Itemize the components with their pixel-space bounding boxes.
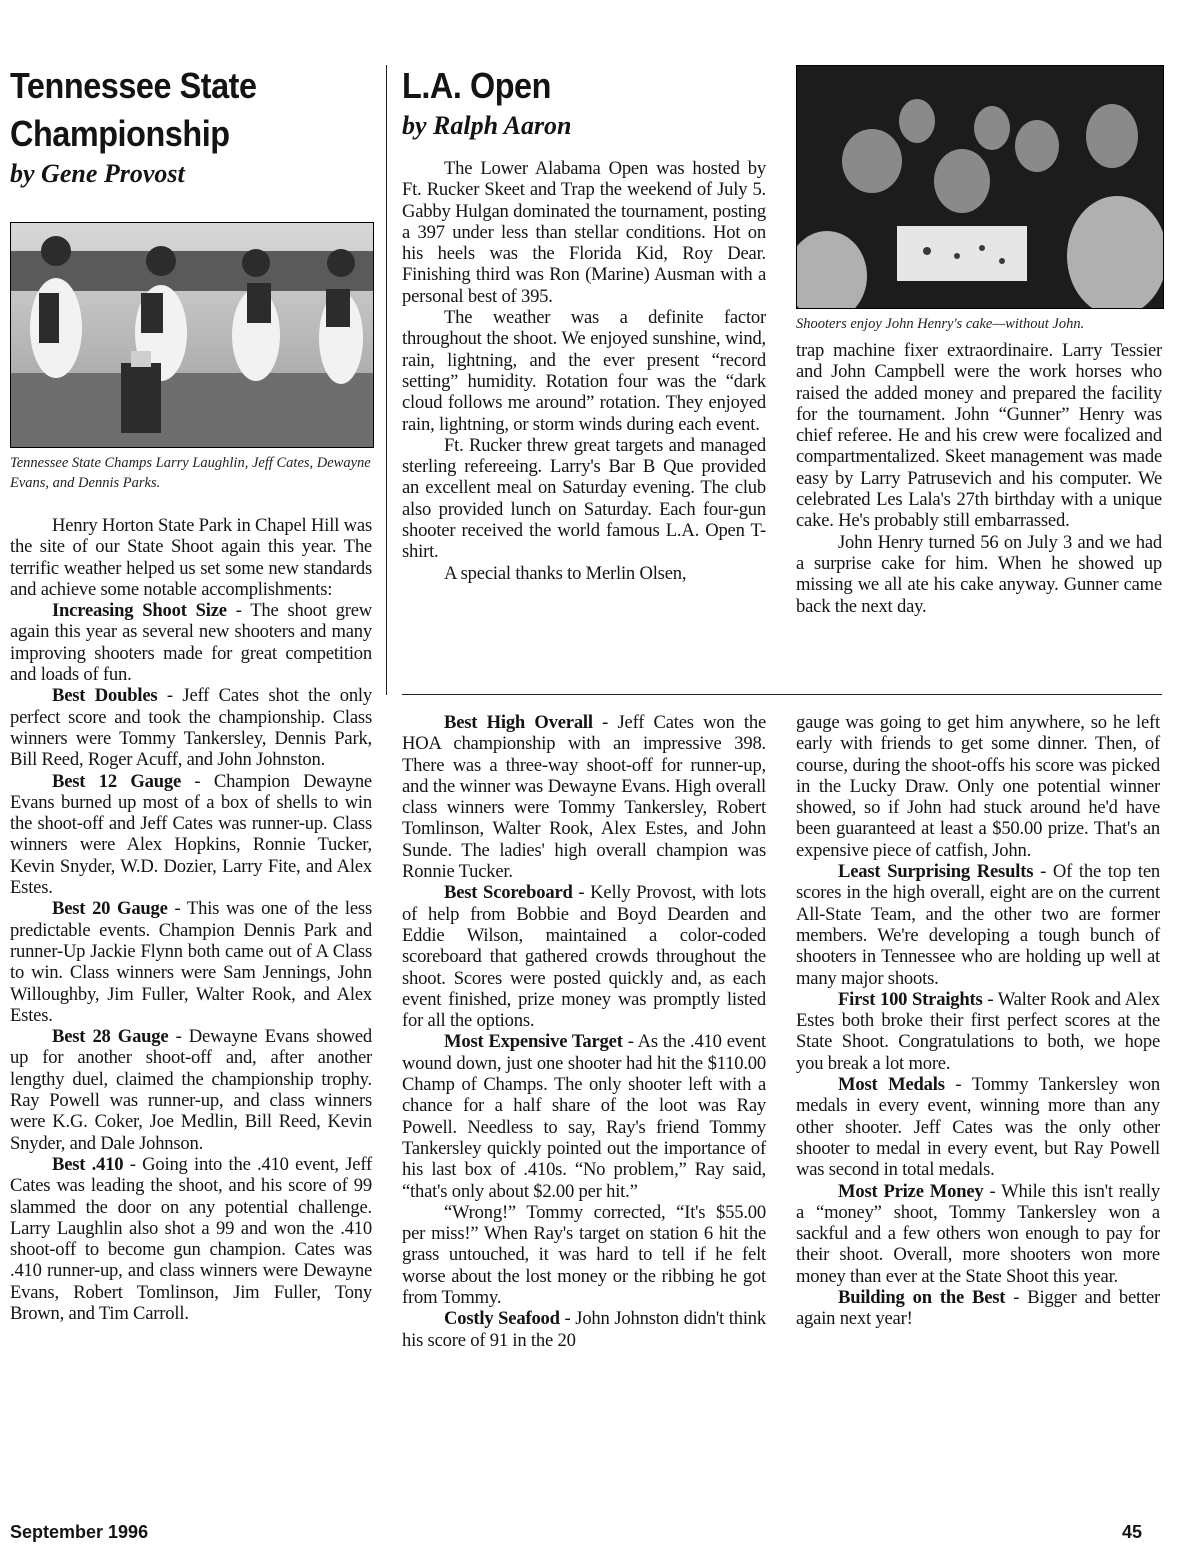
tn-section-text: - Champion Dewayne Evans burned up most of a box of shells to win the shoot-off and Jeff Cates was runner-up. Class winners were Alex Hopkins, Ronnie Tucker, Kevin Snyder, W.D. Dozier, Larry Fite, and Alex Estes. xyxy=(10,770,372,899)
tn-section-text: - Bigger and better again next year! xyxy=(796,1287,1160,1330)
tn-section-heading: Best High Overall xyxy=(444,712,593,733)
tn-section-heading: Most Expensive Target xyxy=(444,1031,623,1053)
tn-section-heading: Most Medals xyxy=(838,1074,945,1096)
la-continued-paragraph: trap machine fixer extraordinaire. Larry Tessier and John Campbell were the work horses who raised the added money and prepared the facility for the tournament. John “Gunner” Henry was chief referee. He and his crew were focalized and compartmentalized. Skeet management was made easy by Larry Patrusevich and his computer. We celebrated Les Lala's 27th birthday with a unique cake. He's probably still embarrassed. xyxy=(796,340,1162,532)
tn-section-heading: Best Scoreboard xyxy=(444,882,573,904)
la-column-2 xyxy=(796,340,1162,617)
la-paragraph: Ft. Rucker threw great targets and managed sterling refereeing. Larry's Bar B Que provided an excellent meal on Saturday evening. The club also provided lunch on Saturday. Each four-gun shooter received the world famous L.A. Open T-shirt. xyxy=(402,434,766,563)
tn-section-paragraph xyxy=(796,861,1160,989)
tn-section-text: - Dewayne Evans showed up for another shoot-off and, after another lengthy duel, claimed the championship trophy. Ray Powell was runner-up, and class winners were K.G. Coker, Joe Medlin, Bill Reed, Kevin Snyder, and Dale Johnson. xyxy=(10,1026,372,1154)
la-photo-caption: Shooters enjoy John Henry's cake—without John. xyxy=(796,316,1085,332)
tn-section-text: - Going into the .410 event, Jeff Cates was leading the shoot, and his score of 99 slammed the door on any potential challenge. Larry Laughlin also shot a 99 and won the .410 shoot-off to become gun champion. Cates was .410 runner-up, and class winners were Dewayne Evans, Robert Tomlinson, Jim Fuller, Tony Brown, and Tim Carroll. xyxy=(10,1153,372,1324)
la-title: L.A. Open xyxy=(402,65,551,106)
tn-section-text: - Of the top ten scores in the high overall, eight are on the current All-State Team, and the other two are former members. We're developing a tough bunch of shooters in Tennessee who are holding up well at many major shoots. xyxy=(796,861,1160,989)
tn-section-text: - While this isn't really a “money” shoot, Tommy Tankersley won a sackful and a few others won enough to pay for their shoot. Overall, more shooters won more money than ever at the State Shoot this year. xyxy=(796,1180,1160,1287)
tn-section-heading: Most Prize Money xyxy=(838,1180,984,1202)
tn-column-3 xyxy=(796,712,1160,1330)
la-paragraph: The Lower Alabama Open was hosted by Ft. Rucker Skeet and Trap the weekend of July 5. Gabby Hulgan dominated the tournament, posting a 397 under less than stellar conditions. Hot on his heels was the Florida Kid, Roy Dear. Finishing third was Ron (Marine) Ausman with a personal best of 395. xyxy=(402,158,766,307)
tn-section-heading: Least Surprising Results xyxy=(838,861,1034,883)
tn-section-heading: Best 12 Gauge xyxy=(52,770,181,792)
tn-section-heading: Increasing Shoot Size xyxy=(52,600,227,622)
tn-section-heading: Best Doubles xyxy=(52,685,158,707)
tn-section-paragraph xyxy=(402,1031,766,1201)
tn-section-paragraph xyxy=(796,1181,1160,1287)
tn-section-text: - Jeff Cates shot the only perfect score and took the championship. Class winners were Tommy Tankersley, Dennis Park, Bill Reed, Roger Acuff, and John Johnston. xyxy=(10,685,372,771)
tn-photo-illustration xyxy=(11,223,373,447)
tn-title-line2: Championship xyxy=(10,113,230,154)
tn-column-2 xyxy=(402,712,766,1351)
la-column-1 xyxy=(402,158,766,584)
tn-section-paragraph xyxy=(10,600,372,685)
la-paragraph: A special thanks to Merlin Olsen, xyxy=(444,562,687,584)
tn-section-paragraph xyxy=(796,1074,1160,1180)
tn-title-line1: Tennessee State xyxy=(10,65,257,106)
tn-section-paragraph xyxy=(10,1154,372,1324)
tn-section-heading: Building on the Best xyxy=(838,1287,1006,1309)
tn-section-paragraph xyxy=(796,1287,1160,1330)
tn-section-text: - As the .410 event wound down, just one shooter had hit the $110.00 Champ of Champs. The only shooter left with a chance for a half share of the loot was Ray Powell. Needless to say, Ray's friend Tommy Tankersley quickly pointed out the importance of his last box of .410s. “No problem,” Ray said, “that's only about $2.00 per hit.” xyxy=(402,1031,767,1202)
tn-section-text: - This was one of the less predictable events. Champion Dennis Park and runner-Up Jackie Flynn both came out of A Class to win. Class winners were Sam Jennings, John Willoughby, Jim Fuller, Walter Rook, and Alex Estes. xyxy=(10,898,372,1026)
tn-section-paragraph xyxy=(10,1026,372,1154)
tn-section-text: - John Johnston didn't think his score of 91 in the 20 xyxy=(402,1308,766,1351)
tn-header xyxy=(10,62,380,190)
section-divider xyxy=(402,694,1162,695)
tn-continued-paragraph: gauge was going to get him anywhere, so he left early with friends to get some dinner. Then, of course, during the shoot-offs his score was picked in the Lucky Draw. Only one potential winner showed, so if John had stuck around he'd have been guaranteed at least a $50.00 prize. That's an expensive piece of catfish, John. xyxy=(796,712,1160,861)
tn-section-text: - The shoot grew again this year as several new shooters and many improving shooters made for great competition and loads of fun. xyxy=(10,600,373,686)
tn-section-text: - Tommy Tankersley won medals in every event, winning more than any other shooter. Jeff Cates was the only other shooter to medal in every event, but Ray Powell was second in total medals. xyxy=(796,1074,1160,1181)
la-cake-photo xyxy=(796,65,1164,309)
tn-intro-paragraph: Henry Horton State Park in Chapel Hill was the site of our State Shoot again this year. The terrific weather helped us set some new standards and achieve some notable accomplishments: xyxy=(10,515,372,600)
tn-section-paragraph xyxy=(402,1308,766,1351)
la-paragraph: The weather was a definite factor throughout the shoot. We enjoyed sunshine, wind, rain, lightning, and the ever present “record setting” humidity. Rotation four was the “dark cloud follows me around” rotation. They enjoyed rain, lightning, or storm winds during each event. xyxy=(402,307,766,435)
tn-section-paragraph xyxy=(402,1202,766,1308)
page-number: 45 xyxy=(1122,1522,1143,1542)
tn-column-1 xyxy=(10,515,372,1324)
tn-champions-photo xyxy=(10,222,374,448)
la-byline: by Ralph Aaron xyxy=(402,111,572,140)
tn-section-text: - Walter Rook and Alex Estes both broke their first perfect scores at the State Shoot. Congratulations to both, we hope you break a lot more. xyxy=(796,988,1160,1074)
tn-section-text: - Jeff Cates won the HOA championship with an impressive 398. There was a three-way shoot-off for runner-up, and the winner was Dewayne Evans. High overall class winners were Tommy Tankersley, Robert Tomlinson, Walter Rook, Alex Estes, and John Sunde. The ladies' high overall champion was Ronnie Tucker. xyxy=(402,712,767,883)
tn-section-heading: First 100 Straights xyxy=(838,988,983,1010)
tn-section-heading: Best .410 xyxy=(52,1153,124,1175)
tn-byline: by Gene Provost xyxy=(10,159,185,188)
la-photo-illustration xyxy=(797,66,1163,308)
tn-section-paragraph xyxy=(402,882,766,1031)
tn-section-heading: Best 20 Gauge xyxy=(52,898,168,920)
tn-section-paragraph xyxy=(10,898,372,1026)
tn-section-heading: Costly Seafood xyxy=(444,1308,560,1330)
tn-section-heading: Best 28 Gauge xyxy=(52,1026,169,1048)
tn-section-text: “Wrong!” Tommy corrected, “It's $55.00 per miss!” When Ray's target on station 6 hit the grass untouched, it was hard to tell if he felt worse about the lost money or the ribbing he got from Tommy. xyxy=(402,1201,766,1309)
tn-section-paragraph xyxy=(10,771,372,899)
tn-section-paragraph xyxy=(10,685,372,770)
tn-photo-caption: Tennessee State Champs Larry Laughlin, Jeff Cates, Dewayne Evans, and Dennis Parks. xyxy=(10,455,371,491)
tn-section-paragraph xyxy=(402,712,766,882)
la-header xyxy=(402,62,772,142)
la-continued-paragraph: John Henry turned 56 on July 3 and we had a surprise cake for him. When he showed up missing we all ate his cake anyway. Gunner came back the next day. xyxy=(796,531,1162,617)
column-divider xyxy=(386,65,387,695)
issue-date: September 1996 xyxy=(10,1522,149,1542)
tn-section-paragraph xyxy=(796,989,1160,1074)
tn-section-text: - Kelly Provost, with lots of help from Bobbie and Boyd Dearden and Eddie Wilson, maintained a color-coded scoreboard that gathered crowds throughout the shoot. Scores were posted quickly and, as each event finished, prize money was promptly listed for all the options. xyxy=(402,882,766,1032)
